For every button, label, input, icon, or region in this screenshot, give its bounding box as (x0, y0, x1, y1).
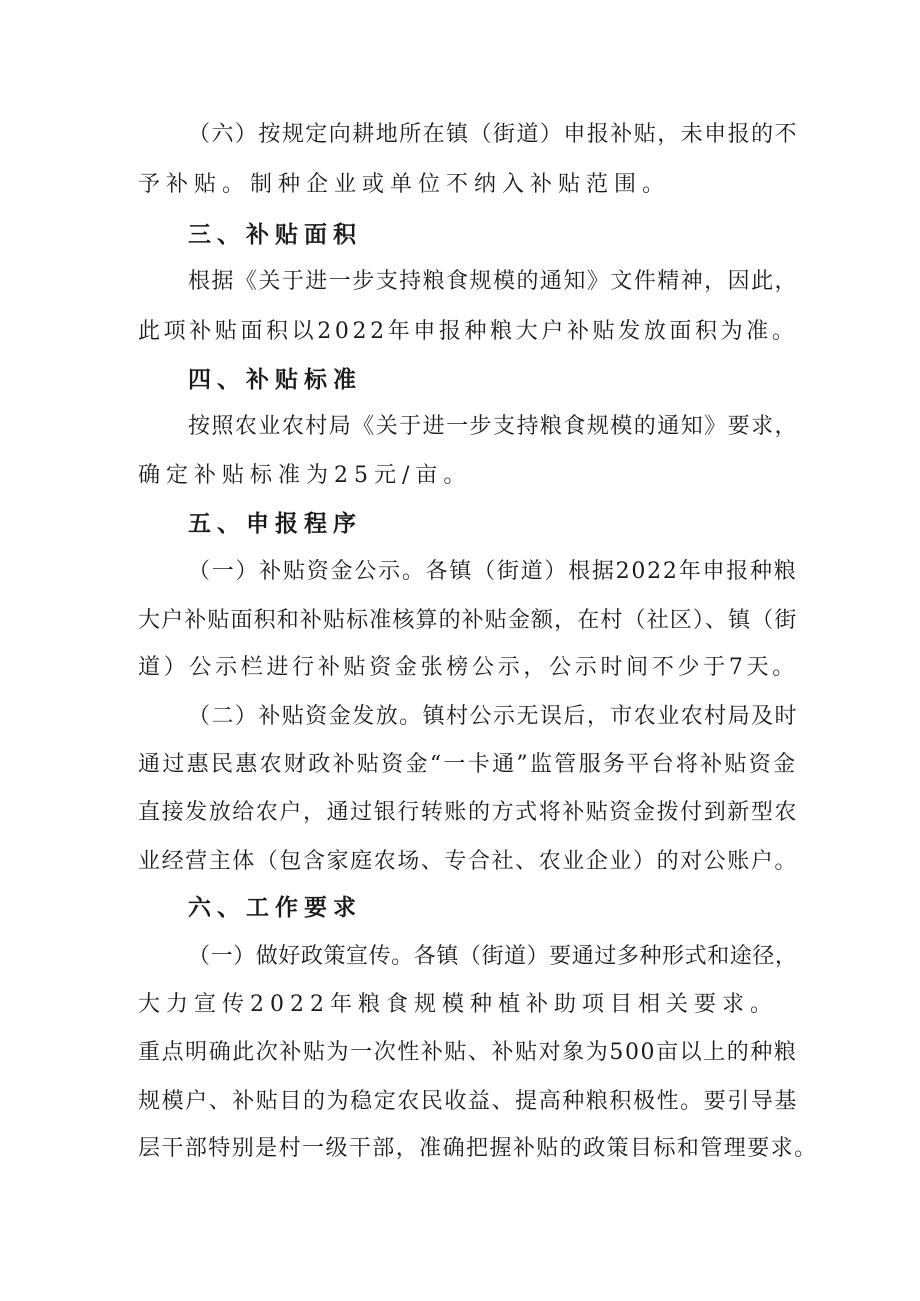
paragraph-line: 此项补贴面积以2022年申报种粮大户补贴发放面积为准。 (138, 319, 798, 344)
paragraph-line: （一）补贴资金公示。各镇（街道）根据2022年申报种粮 (188, 559, 798, 584)
paragraph-line: 大户补贴面积和补贴标准核算的补贴金额，在村（社区）、镇（街 (138, 608, 798, 633)
paragraph-line: 确定补贴标准为25元/亩。 (138, 463, 472, 488)
paragraph-line: 按照农业农村局《关于进一步支持粮食规模的通知》要求， (188, 414, 799, 439)
paragraph-line: （一）做好政策宣传。各镇（街道）要通过多种形式和途径， (188, 944, 798, 969)
paragraph-line: 直接发放给农户，通过银行转账的方式将补贴资金拨付到新型农 (138, 800, 799, 825)
paragraph-line: 业经营主体（包含家庭农场、专合社、农业企业）的对公账户。 (138, 849, 799, 874)
section-heading-6: 六、工作要求 (188, 895, 362, 921)
paragraph-line: （二）补贴资金发放。镇村公示无误后，市农业农村局及时 (188, 704, 799, 729)
paragraph-line: 道）公示栏进行补贴资金张榜公示，公示时间不少于7天。 (138, 655, 798, 680)
section-heading-3: 三、补贴面积 (188, 222, 362, 248)
paragraph-line: 予补贴。制种企业或单位不纳入补贴范围。 (138, 172, 671, 197)
paragraph-line: 根据《关于进一步支持粮食规模的通知》文件精神，因此， (188, 269, 799, 294)
paragraph-line: 通过惠民惠农财政补贴资金“一卡通”监管服务平台将补贴资金 (138, 752, 798, 777)
paragraph-line: 规模户、补贴目的为稳定农民收益、提高种粮积极性。要引导基 (138, 1089, 799, 1114)
paragraph-line: 大力宣传2022年粮食规模种植补助项目相关要求。 (138, 992, 778, 1017)
section-heading-4: 四、补贴标准 (188, 367, 362, 393)
section-heading-5: 五、申报程序 (188, 511, 362, 537)
paragraph-line: 层干部特别是村一级干部，准确把握补贴的政策目标和管理要求。 (138, 1136, 818, 1161)
paragraph-line: （六）按规定向耕地所在镇（街道）申报补贴，未申报的不 (188, 122, 799, 147)
paragraph-line: 重点明确此次补贴为一次性补贴、补贴对象为500亩以上的种粮 (138, 1040, 798, 1065)
